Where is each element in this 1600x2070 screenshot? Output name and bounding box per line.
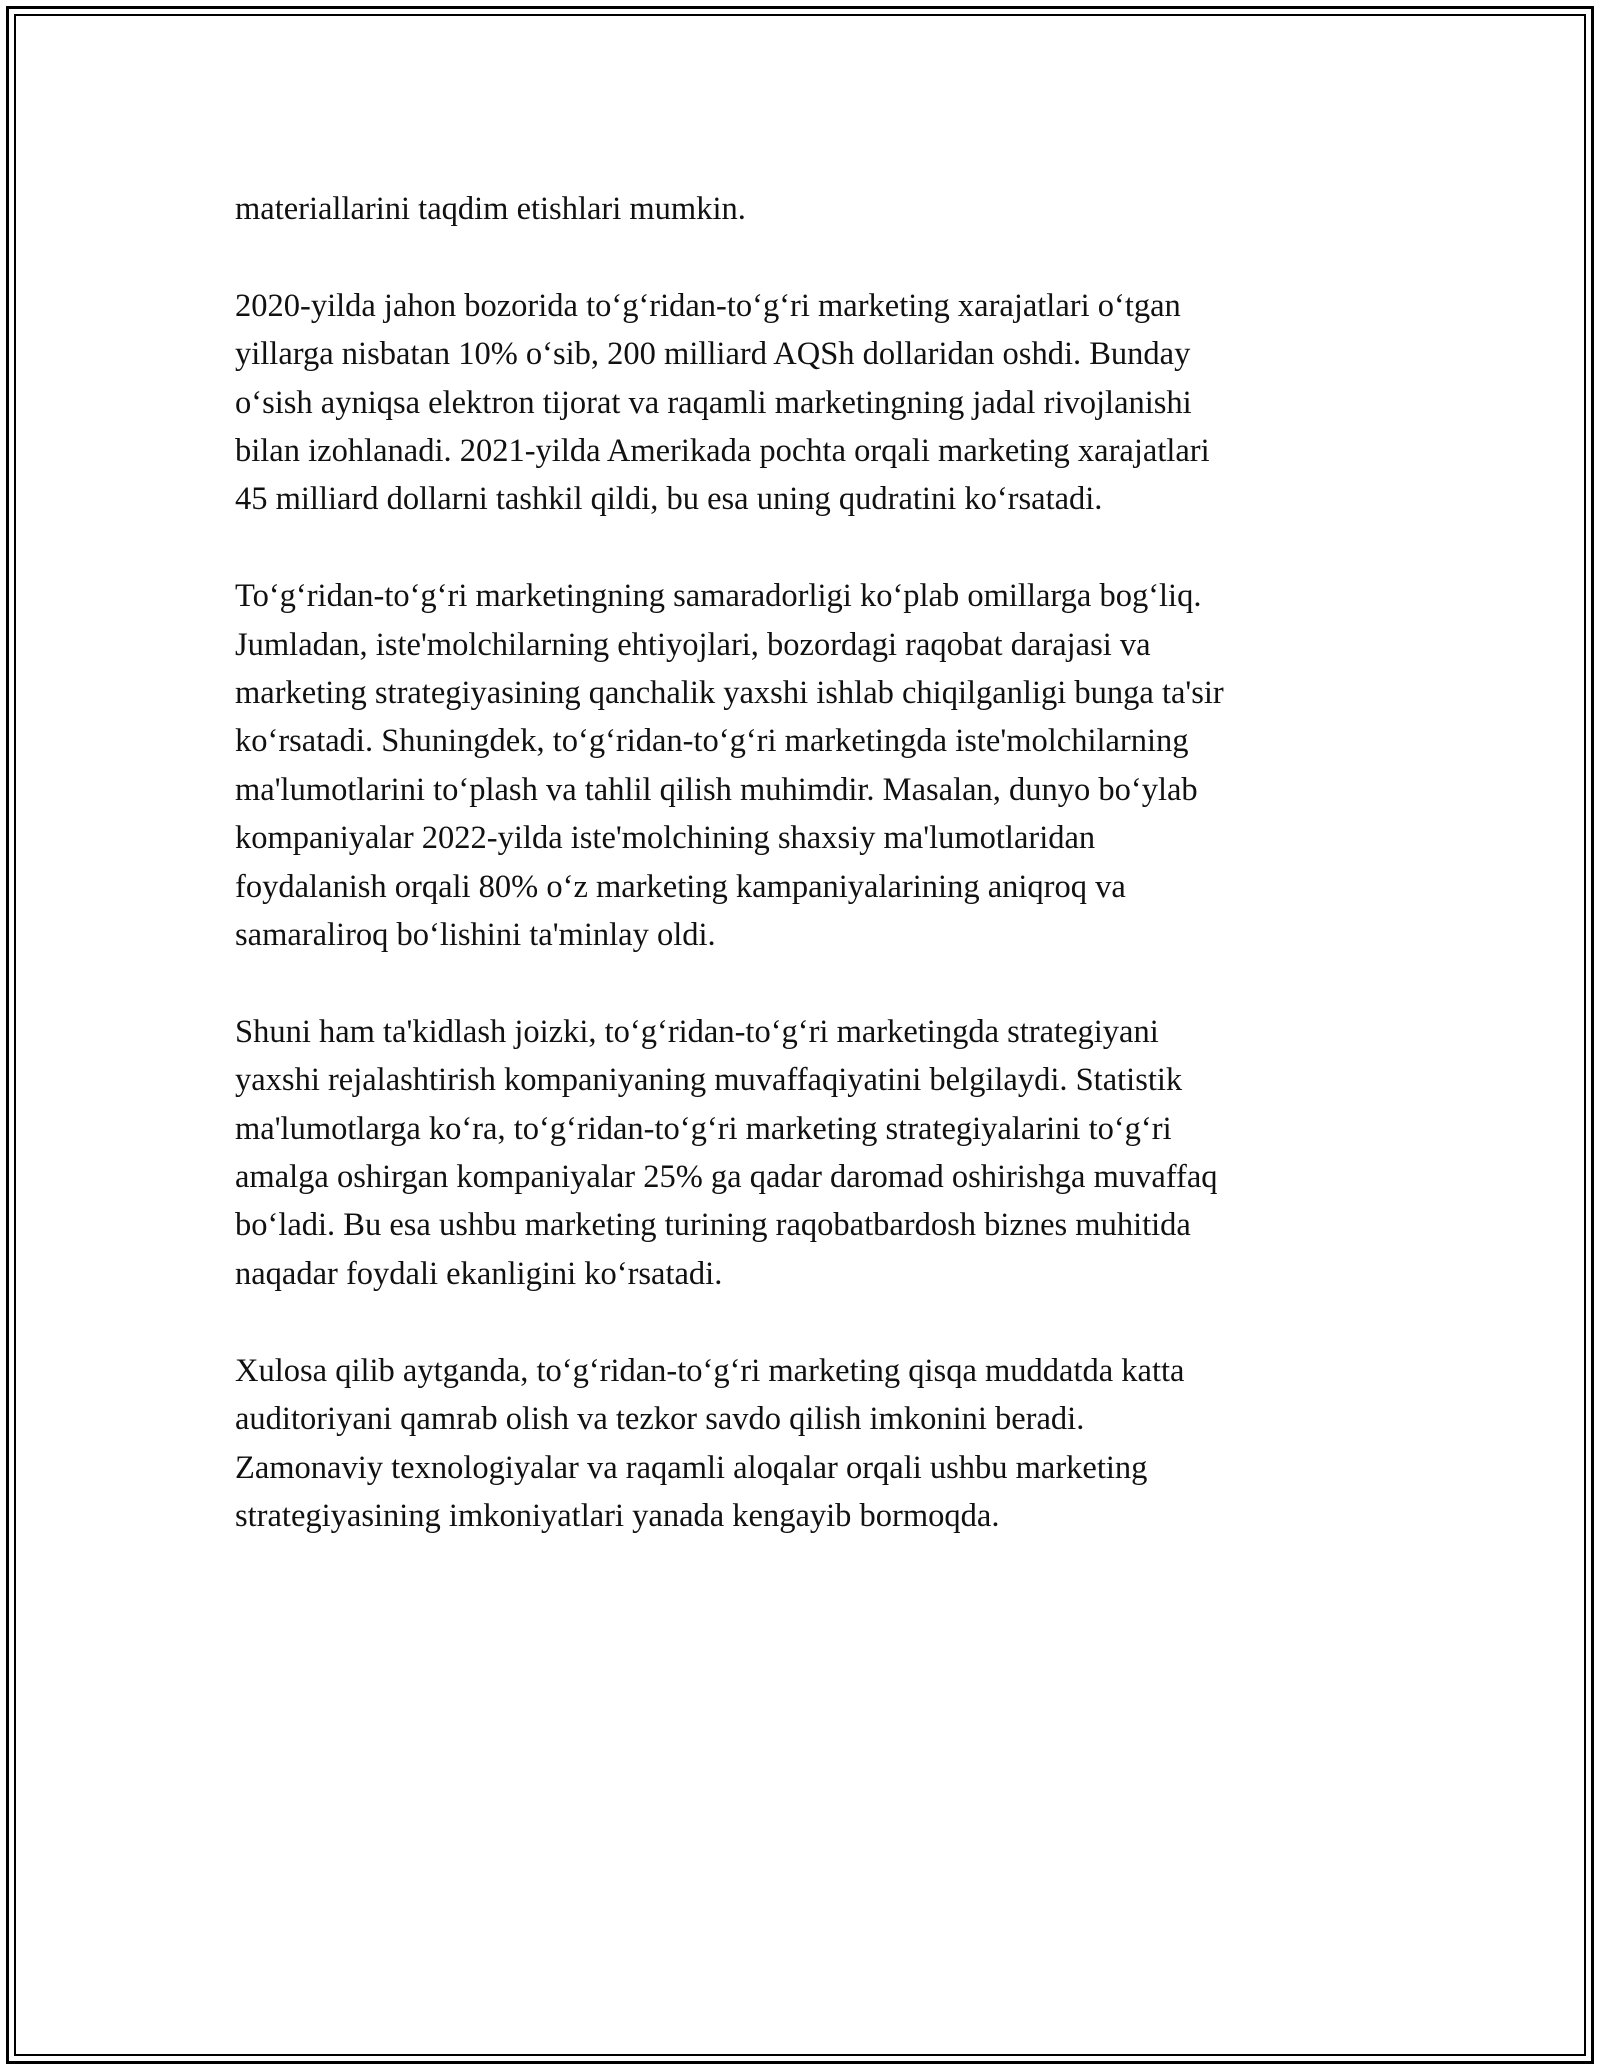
paragraph [235, 572, 1375, 959]
text-line: 2020-yilda jahon bozorida to‘g‘ridan-to‘g‘ri marketing xarajatlari o‘tgan [235, 287, 1181, 324]
paragraph-gap [235, 1298, 1375, 1346]
text-line: bilan izohlanadi. 2021-yilda Amerikada pochta orqali marketing xarajatlari [235, 433, 1210, 470]
paragraph [235, 1008, 1375, 1298]
document-body [235, 185, 1375, 1540]
text-line: yaxshi rejalashtirish kompaniyaning muvaffaqiyatini belgilaydi. Statistik [235, 1062, 1183, 1099]
text-line: amalga oshirgan kompaniyalar 25% ga qadar daromad oshirishga muvaffaq [235, 1159, 1218, 1196]
text-line: ma'lumotlarga ko‘ra, to‘g‘ridan-to‘g‘ri marketing strategiyalarini to‘g‘ri [235, 1110, 1172, 1147]
text-line: marketing strategiyasining qanchalik yaxshi ishlab chiqilganligi bunga ta'sir [235, 675, 1224, 712]
paragraph [235, 1347, 1375, 1541]
text-line: auditoriyani qamrab olish va tezkor savdo qilish imkonini beradi. [235, 1401, 1085, 1438]
text-line: strategiyasining imkoniyatlari yanada kengayib bormoqda. [235, 1497, 1000, 1534]
text-line: materiallarini taqdim etishlari mumkin. [235, 191, 746, 227]
text-line: 45 milliard dollarni tashkil qildi, bu esa uning qudratini ko‘rsatadi. [235, 481, 1103, 518]
text-line: Xulosa qilib aytganda, to‘g‘ridan-to‘g‘ri marketing qisqa muddatda katta [235, 1352, 1185, 1389]
text-line: ma'lumotlarini to‘plash va tahlil qilish muhimdir. Masalan, dunyo bo‘ylab [235, 771, 1198, 808]
text-line: To‘g‘ridan-to‘g‘ri marketingning samaradorligi ko‘plab omillarga bog‘liq. [235, 578, 1202, 615]
text-line: yillarga nisbatan 10% o‘sib, 200 milliard AQSh dollaridan oshdi. Bunday [235, 336, 1191, 373]
text-line: foydalanish orqali 80% o‘z marketing kampaniyalarining aniqroq va [235, 868, 1126, 905]
text-line: bo‘ladi. Bu esa ushbu marketing turining raqobatbardosh biznes muhitida [235, 1207, 1191, 1244]
text-line: Shuni ham ta'kidlash joizki, to‘g‘ridan-to‘g‘ri marketingda strategiyani [235, 1013, 1159, 1050]
text-line: naqadar foydali ekanligini ko‘rsatadi. [235, 1255, 723, 1292]
paragraph-gap [235, 959, 1375, 1007]
text-line: ko‘rsatadi. Shuningdek, to‘g‘ridan-to‘g‘ri marketingda iste'molchilarning [235, 723, 1189, 760]
paragraph [235, 185, 1375, 233]
paragraph [235, 282, 1375, 524]
text-line: kompaniyalar 2022-yilda iste'molchining shaxsiy ma'lumotlaridan [235, 820, 1096, 857]
paragraph-gap [235, 233, 1375, 281]
paragraph-gap [235, 524, 1375, 572]
text-line: o‘sish ayniqsa elektron tijorat va raqamli marketingning jadal rivojlanishi [235, 384, 1192, 421]
text-line: Jumladan, iste'molchilarning ehtiyojlari, bozordagi raqobat darajasi va [235, 626, 1151, 663]
text-line: samaraliroq bo‘lishini ta'minlay oldi. [235, 917, 716, 954]
text-line: Zamonaviy texnologiyalar va raqamli aloqalar orqali ushbu marketing [235, 1449, 1148, 1486]
